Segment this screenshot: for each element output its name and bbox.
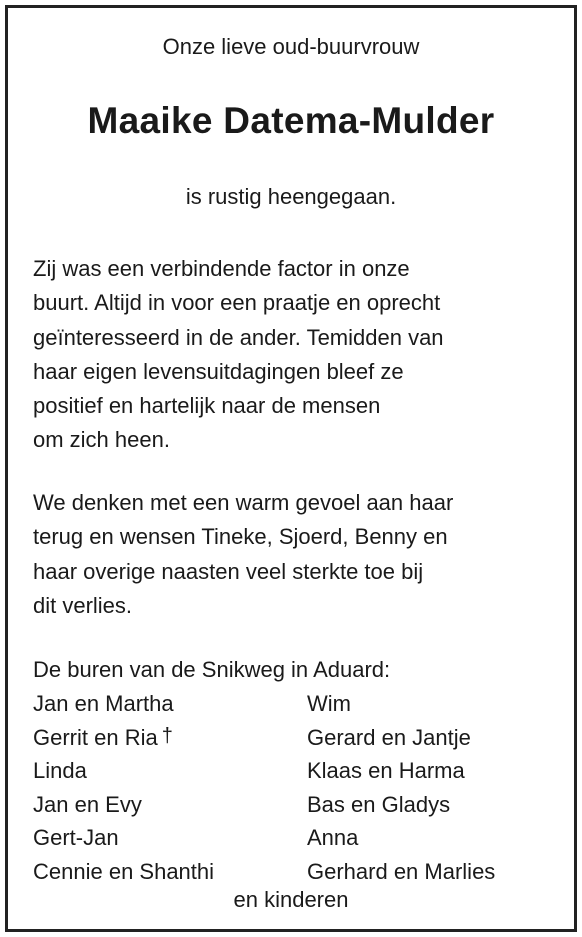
- paragraph-line: dit verlies.: [33, 592, 133, 618]
- neighbour-row: [33, 821, 553, 855]
- neighbour-name-with-cross: [33, 721, 173, 757]
- tribute-paragraph: [33, 252, 553, 458]
- paragraph-line: buurt. Altijd in voor een praatje en oprecht: [33, 290, 441, 316]
- neighbour-list: [33, 687, 553, 889]
- deceased-name: Maaike Datema-Mulder: [87, 100, 495, 141]
- neighbour-name: Linda: [33, 758, 87, 784]
- neighbour-row: [33, 721, 553, 755]
- neighbour-row: [33, 855, 553, 889]
- neighbour-row: [33, 754, 553, 788]
- neighbour-name: Klaas en Harma: [307, 758, 465, 784]
- cross-icon: †: [161, 724, 173, 747]
- neighbour-row: [33, 687, 553, 721]
- intro-line: Onze lieve oud-buurvrouw: [162, 34, 420, 59]
- paragraph-line: We denken met een warm gevoel aan haar: [33, 490, 454, 515]
- paragraph-line: terug en wensen Tineke, Sjoerd, Benny en: [33, 524, 448, 550]
- paragraph-line: Zij was een verbindende factor in onze: [33, 256, 410, 281]
- paragraph-line: positief en hartelijk naar de mensen: [33, 393, 381, 419]
- neighbour-name: Gerhard en Marlies: [307, 858, 496, 884]
- paragraph-line: haar overige naasten veel sterkte toe bij: [33, 558, 424, 584]
- neighbour-name: Jan en Evy: [33, 791, 142, 817]
- paragraph-line: om zich heen.: [33, 427, 170, 453]
- paragraph-line: geïnteresseerd in de ander. Temidden van: [33, 324, 444, 350]
- signoff-line: De buren van de Snikweg in Aduard:: [33, 657, 391, 682]
- neighbour-name: Bas en Gladys: [307, 791, 451, 817]
- neighbour-name: Gerrit en Ria: [33, 724, 158, 750]
- children-line: en kinderen: [233, 887, 349, 912]
- paragraph-line: haar eigen levensuitdagingen bleef ze: [33, 358, 404, 384]
- neighbour-name: Wim: [307, 691, 351, 716]
- obituary-card: [5, 5, 577, 932]
- neighbour-name: Anna: [307, 825, 359, 851]
- neighbour-row: [33, 788, 553, 822]
- neighbour-name: Jan en Martha: [33, 691, 174, 716]
- neighbour-name: Gerard en Jantje: [307, 724, 471, 750]
- neighbour-name: Cennie en Shanthi: [33, 858, 215, 884]
- passed-away-line: is rustig heengegaan.: [185, 184, 397, 209]
- condolence-paragraph: [33, 486, 553, 623]
- neighbour-name: Gert-Jan: [33, 825, 119, 851]
